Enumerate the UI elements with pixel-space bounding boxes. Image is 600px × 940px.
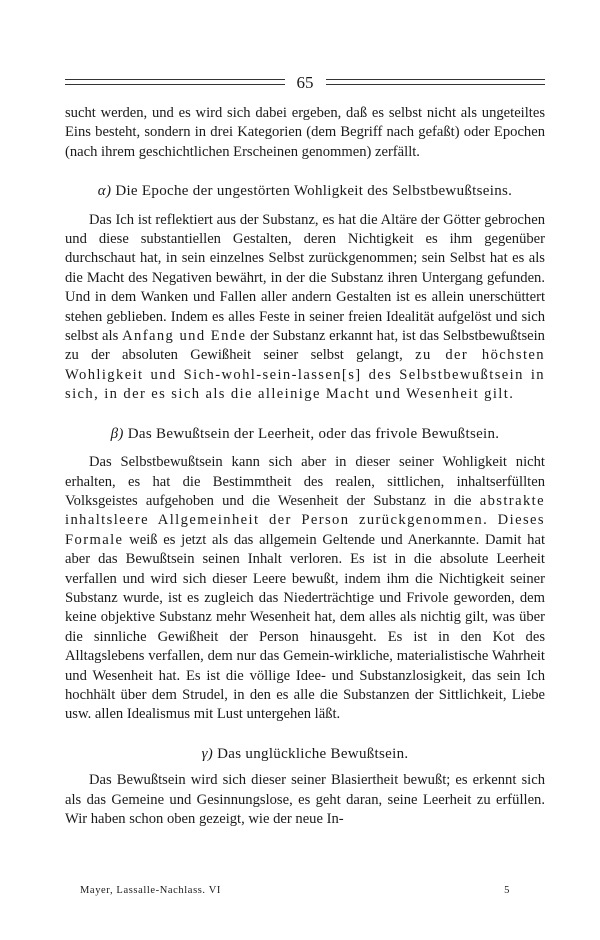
page-body — [65, 104, 545, 829]
beta-emphasis-1: abstrakte inhaltsleere Allgemeinheit der Person zurückgenommen. Dieses Formale — [65, 492, 545, 548]
section-gamma-marker: γ) — [201, 745, 214, 762]
section-beta-heading — [65, 425, 545, 444]
section-alpha-title: Die Epoche der ungestörten Wohligkeit des Selbstbewußtseins. — [115, 183, 513, 200]
alpha-emphasis-1: Anfang und Ende — [122, 328, 247, 345]
alpha-emphasis-2: zu der höchsten Wohligkeit und Sich-wohl-sein-lassen[s] des Selbstbewußtsein in sich, in der es sich als die alleinige Macht und Wesenheit gilt. — [65, 347, 545, 403]
section-alpha-paragraph — [65, 211, 545, 405]
section-gamma-title: Das unglückliche Bewußtsein. — [217, 745, 409, 762]
intro-paragraph: sucht werden, und es wird sich dabei ergeben, daß es selbst nicht als ungeteiltes Eins besteht, sondern in drei Kategorien (dem Begriff nach gefaßt) oder Epochen (nach ihrem geschichtlichen Erscheinen genommen) zerfällt. — [65, 105, 545, 160]
beta-text-2: weiß es jetzt als das allgemein Geltende und Anerkannte. Damit hat aber das Bewußtsein seinen Inhalt verloren. Es ist in die absolute Leerheit verfallen und wird sich dieser Leere bewußt, indem ihm die Nichtigkeit seiner Substanz wurde, ist es zugleich das Niederträchtige und Frivole geworden, dem keine objektive Substanz mehr Wesenheit hat, dem alles als nichtig gilt, was über die sinnliche Gewißheit der Person hinausgeht. Es ist in den Kot des Alltagslebens verfallen, dem nur das Gemein-wirkliche, materialistische Wahrheit und Wesenheit hat. Es ist die völlige Idee- und Substanzlosigkeit, das sein Ich hochhält über dem Strudel, in den es alle die Substanzen der Sittlichkeit, Liebe usw. allen Idealismus mit Lust untergehen läßt. — [65, 531, 546, 723]
section-alpha-heading — [65, 182, 545, 201]
section-beta-marker: β) — [110, 425, 124, 442]
header-rule-left — [65, 79, 285, 85]
section-gamma-paragraph: Das Bewußtsein wird sich dieser seiner Blasiertheit bewußt; es erkennt sich als das Gemeine und Gesinnungslose, es geht daran, seine Leerheit zu erfüllen. Wir haben schon oben gezeigt, wie der neue In- — [65, 772, 545, 827]
alpha-text-2: der Substanz erkannt hat, ist das Selbstbewußtsein zu der absoluten Gewißheit seiner selbst gelangt, — [65, 328, 545, 364]
alpha-text-1: Das Ich ist reflektiert aus der Substanz, es hat die Altäre der Götter gebrochen und diese substantiellen Gestalten, deren Nichtigkeit es ihm gegenüber durchschaut hat, in sein einzelnes Selbst zurückgenommen; sein Selbst hat es als die Macht des Negativen bewährt, in der die Substanz ihren Untergang gefunden. Und in dem Wanken und Fallen aller andern Gestalten ist es allein unerschüttert stehen geblieben. Indem es alles Feste in seiner freien Idealität aufgelöst und sich selbst als — [65, 211, 545, 345]
footer-signature: Mayer, Lassalle-Nachlass. VI — [80, 885, 221, 896]
section-alpha-marker: α) — [97, 183, 112, 200]
page-number: 65 — [296, 72, 314, 92]
section-gamma-heading — [65, 745, 545, 764]
page-header — [65, 70, 545, 94]
section-beta-paragraph — [65, 453, 545, 725]
section-beta-title: Das Bewußtsein der Leerheit, oder das frivole Bewußtsein. — [127, 425, 500, 442]
beta-text-1: Das Selbstbewußtsein kann sich aber in dieser seiner Wohligkeit nicht erhalten, es hat die Bestimmtheit des realen, sittlichen, inhaltserfüllten Volksgeistes aufgehoben und die Wesenheit der Substanz in die — [65, 454, 545, 509]
header-rule-right — [326, 79, 546, 85]
page-footer — [80, 885, 510, 896]
footer-sheet-number: 5 — [504, 885, 510, 896]
